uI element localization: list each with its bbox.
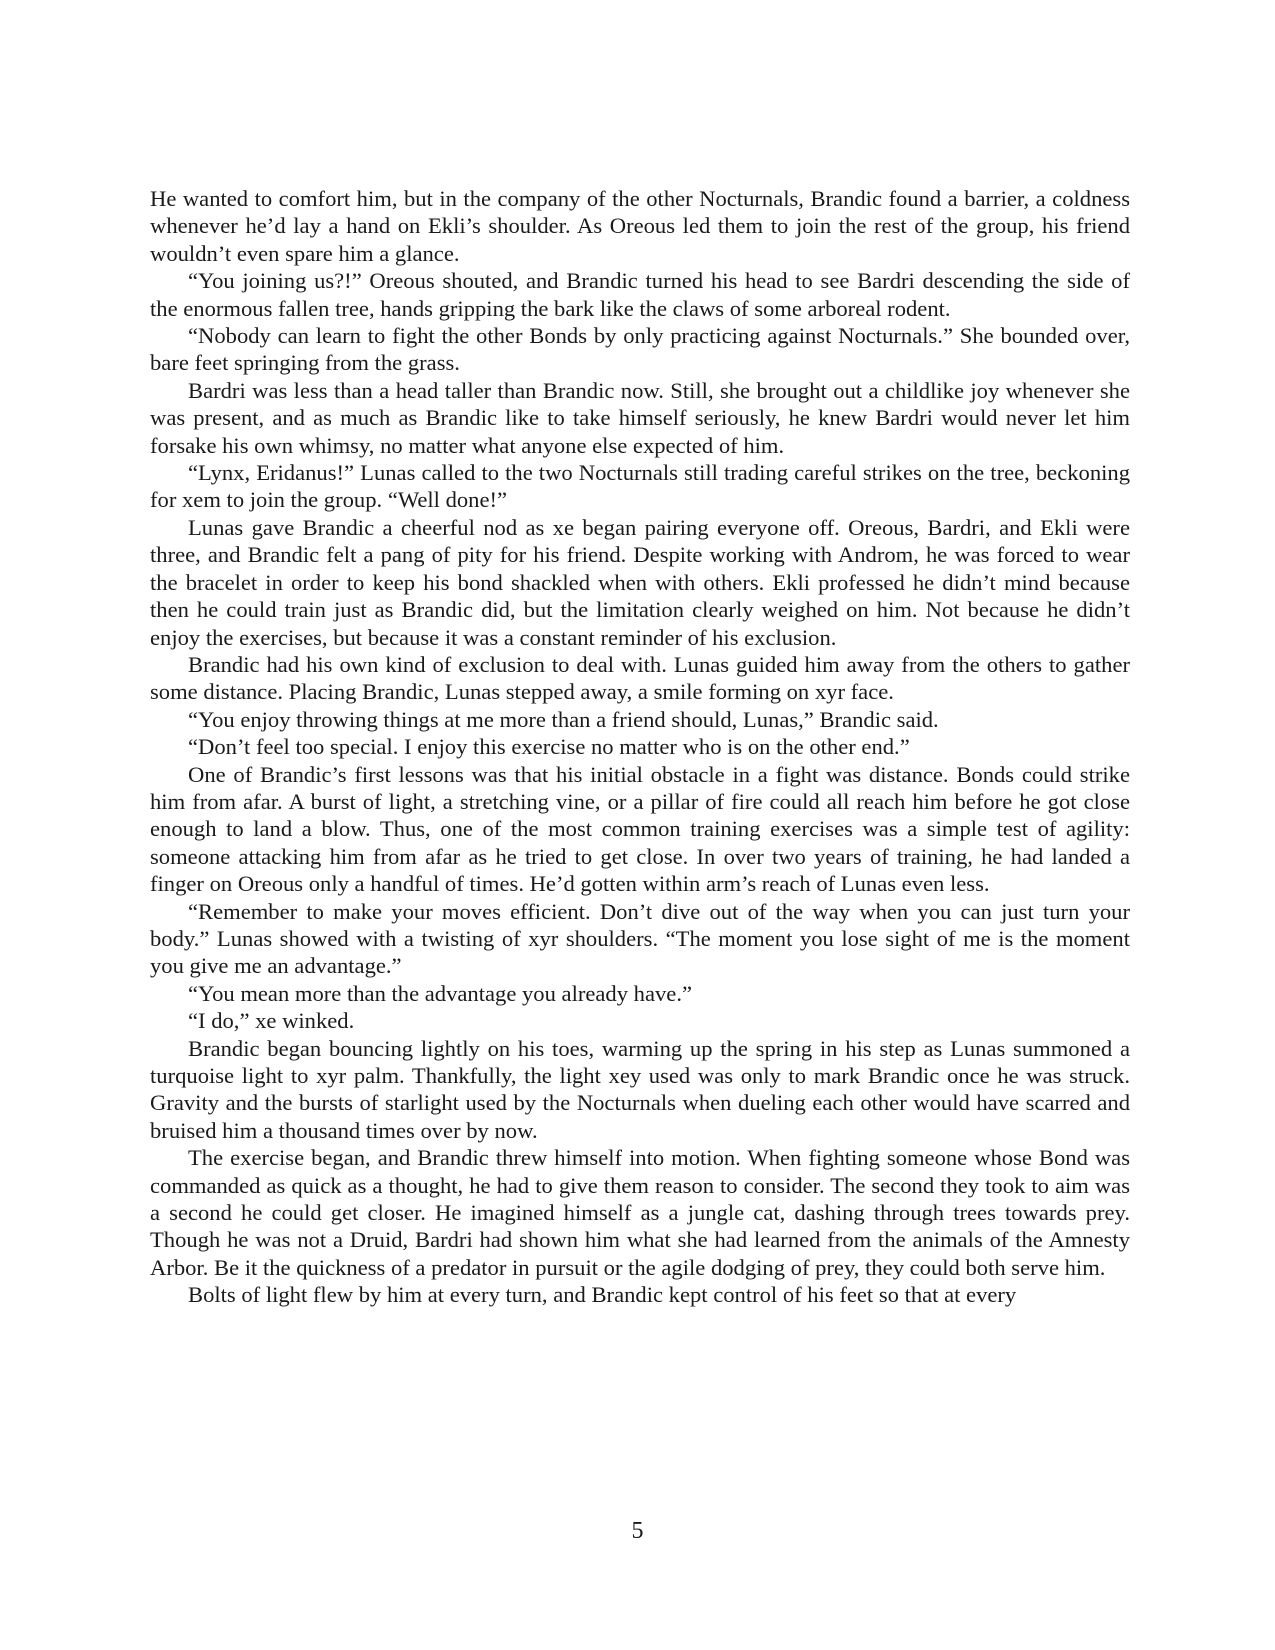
paragraph: “You joining us?!” Oreous shouted, and Brandic turned his head to see Bardri descending the side of the enormous fallen tree, hands gripping the bark like the claws of some arboreal rodent. [150,268,1130,321]
paragraph: “Don’t feel too special. I enjoy this exercise no matter who is on the other end.” [188,734,910,760]
paragraph: “You enjoy throwing things at me more than a friend should, Lunas,” Brandic said. [188,706,939,732]
paragraph: “I do,” xe winked. [188,1008,355,1034]
paragraph: “Remember to make your moves efficient. Don’t dive out of the way when you can just turn your body.” Lunas showed with a twisting of xyr shoulders. “The moment you lose sight of me is the moment you give me an advantage.” [150,898,1130,979]
paragraph: Bardri was less than a head taller than Brandic now. Still, she brought out a childlike joy whenever she was present, and as much as Brandic like to take himself seriously, he knew Bardri would never let him forsake his own whimsy, no matter what anyone else expected of him. [150,377,1130,458]
paragraph: Lunas gave Brandic a cheerful nod as xe began pairing everyone off. Oreous, Bardri, and Ekli were three, and Brandic felt a pang of pity for his friend. Despite working with Androm, he was forced to wear the bracelet in order to keep his bond shackled when with others. Ekli professed he didn’t mind because then he could train just as Brandic did, but the limitation clearly weighed on him. Not because he didn’t enjoy the exercises, but because it was a constant reminder of his exclusion. [150,514,1130,650]
paragraph: “You mean more than the advantage you already have.” [188,980,692,1006]
paragraph: The exercise began, and Brandic threw himself into motion. When fighting someone whose Bond was commanded as quick as a thought, he had to give them reason to consider. The second they took to aim was a second he could get closer. He imagined himself as a jungle cat, dashing through trees towards prey. Though he was not a Druid, Bardri had shown him what she had learned from the animals of the Amnesty Arbor. Be it the quickness of a predator in pursuit or the agile dodging of prey, they could both serve him. [150,1145,1130,1280]
paragraph: One of Brandic’s first lessons was that his initial obstacle in a fight was distance. Bonds could strike him from afar. A burst of light, a stretching vine, or a pillar of fire could all reach him before he got close enough to land a blow. Thus, one of the most common training exercises was a simple test of agility: someone attacking him from afar as he tried to get close. In over two years of training, he had landed a finger on Oreous only a handful of times. He’d gotten within arm’s reach of Lunas even less. [150,761,1130,897]
body-text [150,185,1130,1309]
paragraph: Bolts of light flew by him at every turn, and Brandic kept control of his feet so that at every [188,1282,1017,1308]
page-number: 5 [631,1518,644,1544]
paragraph: “Lynx, Eridanus!” Lunas called to the two Nocturnals still trading careful strikes on the tree, beckoning for xem to join the group. “Well done!” [150,460,1130,513]
paragraph: He wanted to comfort him, but in the company of the other Nocturnals, Brandic found a barrier, a coldness whenever he’d lay a hand on Ekli’s shoulder. As Oreous led them to join the rest of the group, his friend wouldn’t even spare him a glance. [150,186,1130,266]
paragraph: Brandic began bouncing lightly on his toes, warming up the spring in his step as Lunas summoned a turquoise light to xyr palm. Thankfully, the light xey used was only to mark Brandic once he was struck. Gravity and the bursts of starlight used by the Nocturnals when dueling each other would have scarred and bruised him a thousand times over by now. [150,1035,1130,1143]
paragraph: Brandic had his own kind of exclusion to deal with. Lunas guided him away from the others to gather some distance. Placing Brandic, Lunas stepped away, a smile forming on xyr face. [150,651,1130,705]
paragraph: “Nobody can learn to fight the other Bonds by only practicing against Nocturnals.” She bounded over, bare feet springing from the grass. [150,323,1130,376]
